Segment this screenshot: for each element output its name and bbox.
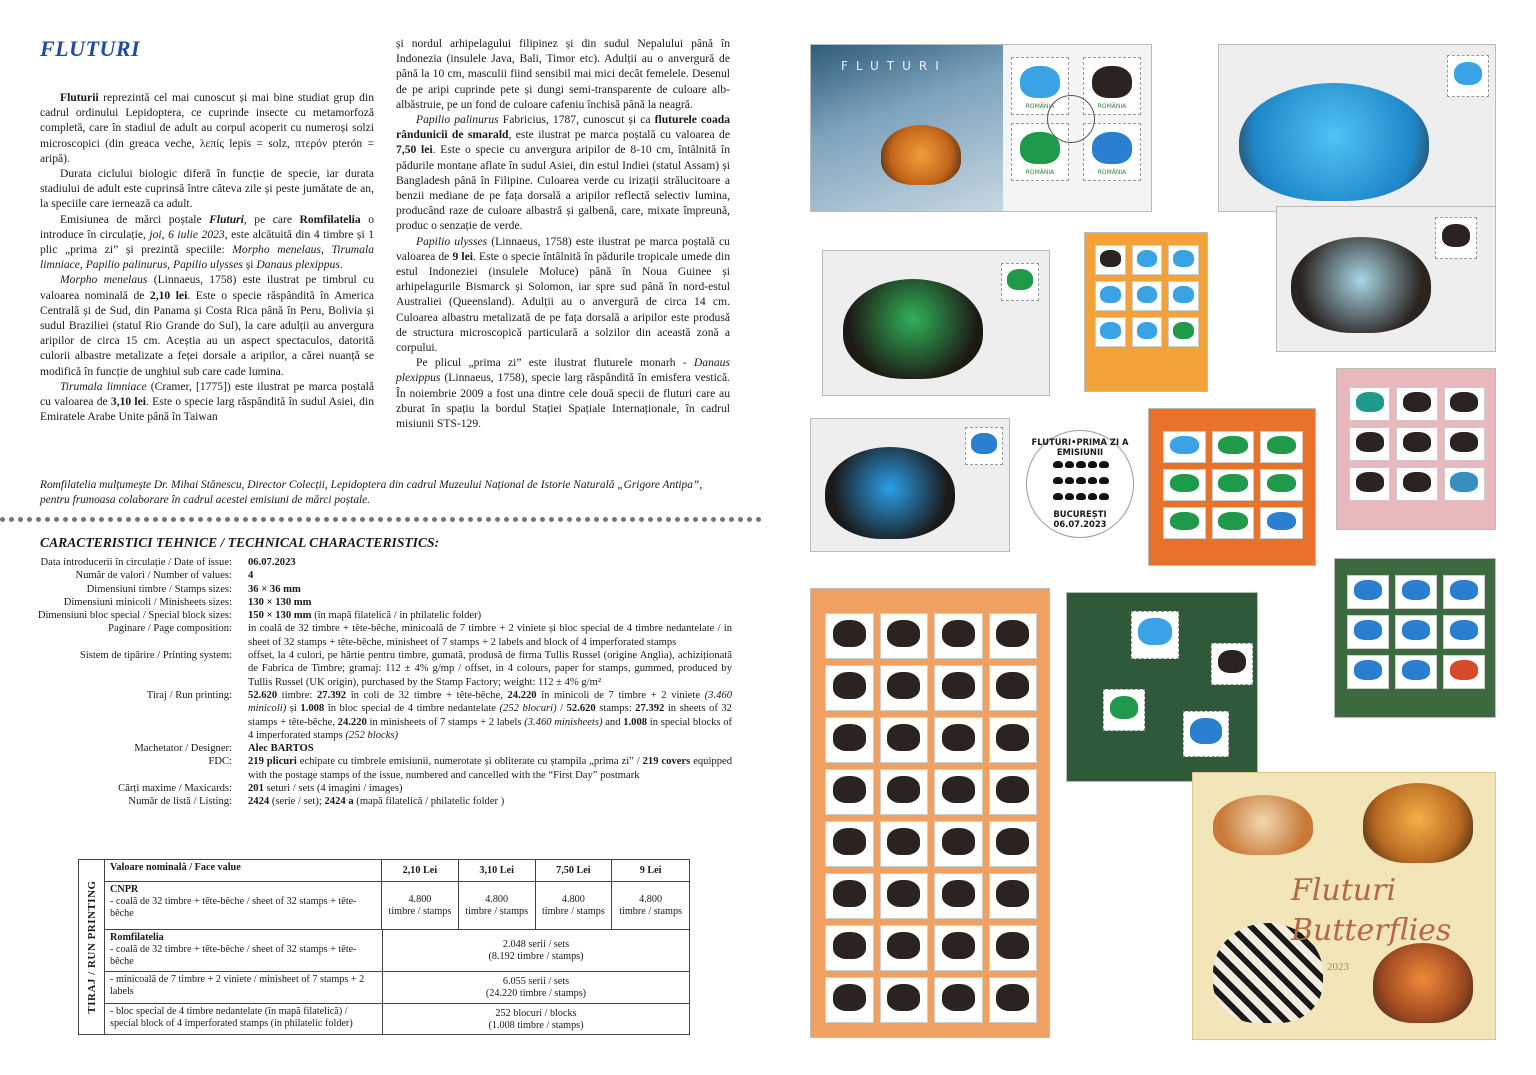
spec-row [20, 649, 732, 689]
sheet-stamp [825, 977, 874, 1023]
run-printing-table [78, 859, 690, 1035]
spec-row [20, 596, 732, 609]
special-block [1066, 592, 1258, 782]
fdc-title: FLUTURI [841, 59, 947, 73]
spec-label: Sistem de tipărire / Printing system: [79, 650, 232, 662]
maxicard-morpho [1218, 44, 1496, 212]
paragraph: Fluturii reprezintă cel mai cunoscut și mai bine studiat grup din cadrul ordinului Lepidoptera, ce cuprinde insecte cu metamorfoză completă, care în stadiul de adult au corpul acoperit cu numeroși solzi microscopici (din greaca veche, λεπίς lepis = solz, πτερόν pterón = aripă). [40, 91, 374, 165]
ulysses-butterfly-icon [825, 447, 955, 539]
tech-title: CARACTERISTICI TEHNICE / TECHNICAL CHARACTERISTICS: [40, 535, 440, 550]
spec-row [20, 689, 732, 742]
minisheet-palinurus [1148, 408, 1316, 566]
spec-label: Dimensiuni bloc special / Special block sizes: [37, 610, 232, 622]
minisheet-ulysses [1334, 558, 1496, 718]
paragraph: Emisiunea de mărci poștale Fluturi, pe care Romfilatelia o introduce în circulație, joi, 6 iulie 2023, este alcătuită din 4 timbre și 1 plic „prima zi” și prezintă speciile: Morpho menelaus, Tirumala limniace, Papilio palinurus, Papilio ulysses și Danaus plexippus. [40, 212, 374, 272]
spec-value: 06.07.2023 [248, 557, 296, 568]
spec-value: 201 seturi / sets (4 imagini / images) [248, 783, 403, 795]
spec-label: Tiraj / Run printing: [146, 689, 232, 701]
first-day-cover: FLUTURI ROMÂNIA ROMÂNIA ROMÂNIA ROMÂNIA [810, 44, 1152, 212]
spec-value: Alec BARTOS [248, 743, 314, 755]
sheet-stamp [934, 665, 983, 711]
spec-label: Număr de listă / Listing: [128, 796, 232, 808]
sheet-stamp [825, 769, 874, 815]
face-value-4: 9 Lei [639, 864, 662, 876]
paragraph: Durata ciclului biologic diferă în funcție de specie, iar durata stadiului de adult este cuprinsă între câteva zile și peste jumătate de an, la speciile care iernează ca adult. [40, 167, 374, 211]
sheet-stamp [934, 873, 983, 919]
sheet-stamp [880, 925, 929, 971]
table-row: - bloc special de 4 timbre nedantelate (în mapă filatelică) / special block of 4 imperforated stamps (in philatelic folder) 252 blocuri / blocks (1.008 timbre / stamps) [105, 1004, 689, 1035]
spec-value: 219 plicuri echipate cu timbrele emisiunii, numerotate și obliterate cu ștampila „prima zi” / 219 covers equipped with the postage stamps of the issue, numbered and cancelled with the “First Day” postmark [248, 756, 732, 781]
spec-value: 150 × 130 mm (în mapă filatelică / in philatelic folder) [248, 610, 482, 622]
sheet-stamp [989, 665, 1038, 711]
monarch-butterfly-icon [881, 125, 961, 185]
paragraph: Tirumala limniace (Cramer, [1775]) este ilustrat pe marca poștală cu valoarea de 3,10 lei. Este o specie larg răspândită în sudul Asiei, din Emiratele Arabe Unite până în Taiwan [40, 379, 374, 424]
table-row: - minicoală de 7 timbre + 2 viniete / minisheet of 7 stamps + 2 labels 6.055 serii / sets (24.220 timbre / stamps) [105, 972, 689, 1004]
spec-label: Dimensiuni minicoli / Minisheets sizes: [63, 596, 232, 608]
spec-label: Paginare / Page composition: [108, 623, 232, 635]
cnpr-desc: - coală de 32 timbre + tête-bêche / sheet of 32 stamps + tête-bêche [110, 896, 357, 919]
spec-value: 2424 (serie / set); 2424 a (mapă filatelică / philatelic folder ) [248, 796, 505, 808]
run-vertical-label: TIRAJ / RUN PRINTING [79, 860, 105, 1034]
tirumala-butterfly-icon [1291, 237, 1431, 333]
spec-row [20, 583, 732, 596]
spec-value: 4 [248, 570, 254, 582]
spec-value: 130 × 130 mm [248, 596, 312, 608]
header-cell: Valoare nominală / Face value [105, 860, 382, 881]
sheet-stamp [880, 977, 929, 1023]
spec-row [20, 556, 732, 569]
tech-specs [20, 556, 732, 809]
spec-label: Dimensiuni timbre / Stamps sizes: [86, 583, 232, 595]
philatelic-folder [1192, 772, 1496, 1040]
sheet-stamp [989, 717, 1038, 763]
sheet-stamp [989, 925, 1038, 971]
sheet-stamp [989, 769, 1038, 815]
face-value-1: 2,10 Lei [402, 864, 438, 876]
sheet-stamp [934, 925, 983, 971]
romf-title: Romfilatelia [110, 932, 164, 943]
table-row [105, 860, 689, 882]
sheet-stamp [880, 821, 929, 867]
sheet-stamp [989, 613, 1038, 659]
spec-label: Machetator / Designer: [134, 743, 232, 755]
paragraph: și nordul arhipelagului filipinez și din sudul Nepalului până în Indonezia (insulele Java, Bali, Timor etc). Adulții au o anvergură de până la 10 cm, masculii fiind sensibil mai mici decât femelele. Desenul de pe aripi cuprinde pete și dungi semi-transparente de culoare alb-albăstruie, pe un fond de culoare cafeniu închisă până la neagră. [396, 37, 730, 111]
folder-butterfly-icon [1373, 943, 1473, 1023]
sheet-stamp [880, 613, 929, 659]
morpho-butterfly-icon [1239, 83, 1429, 201]
sheet-stamp [989, 821, 1038, 867]
spec-row [20, 569, 732, 582]
article [40, 36, 730, 431]
folder-year: 2023 [1327, 961, 1349, 973]
spec-value: offset, la 4 culori, pe hârtie pentru timbre, gumată, produsă de firma Tullis Russel (origine Anglia), achiziționată de Fabrica de Timbre; gramaj: 112 ± 4% g/mp / offset, in 4 colours, paper for stamps, gummed, produced by Tullis Russel (UK origin), purchased by the Stamp Factory; weight: 112 ± 4% g/m² [248, 650, 732, 688]
sheet-stamp [989, 977, 1038, 1023]
sheet-stamp [880, 769, 929, 815]
text-column-1 [40, 66, 374, 431]
folder-title: Fluturi Butterflies [1291, 873, 1452, 948]
sheet-stamp [934, 769, 983, 815]
spec-label: Cărți maxime / Maxicards: [118, 783, 232, 795]
maxicard-tirumala [1276, 206, 1496, 352]
sheet-stamp [989, 873, 1038, 919]
sheet-stamp [934, 821, 983, 867]
palinurus-butterfly-icon [843, 279, 983, 379]
minisheet-morpho [1084, 232, 1208, 392]
spec-row [20, 755, 732, 782]
spec-value: 52.620 timbre: 27.392 în coli de 32 timbre + tête-bêche, 24.220 în minicoli de 7 timbre + 2 viniete (3.460 minicoli) și 1.008 în bloc special de 4 timbre nedantelate (252 blocuri) / 52.620 stamps: 27.392 in sheets of 32 stamps + tête-bêche, 24.220 in minisheets of 7 stamps + 2 labels (3.460 minisheets) and 1.008 in special blocks of 4 imperforated stamps (252 blocks) [248, 689, 733, 741]
face-value-3: 7,50 Lei [556, 864, 591, 876]
maxicard-ulysses [810, 418, 1010, 552]
paragraph: Pe plicul „prima zi” este ilustrat fluturele monarh - Danaus plexippus (Linnaeus, 1758), specie larg răspândită în emisfera vestică. În noiembrie 2009 a fost una dintre cele două specii de fluturi care au zburat în spațiu la bordul Stației Spațiale Internaționale, în cadrul misiunii STS-129. [396, 356, 730, 431]
sheet-stamp [825, 613, 874, 659]
sheet-stamp [825, 925, 874, 971]
sheet-stamp [880, 717, 929, 763]
paragraph: Papilio palinurus Fabricius, 1787, cunoscut și ca fluturele coada rândunicii de smarald, este ilustrat pe marca poștală cu valoarea de 7,50 lei. Este o specie cu anvergura aripilor de 8-10 cm, întâlnită în pădurile montane aflate în sudul Asiei, din estul Indiei (statul Assam) și Bangladesh până în Filipine. Culoarea verde cu irizații strălucitoare a benzii mediane de pe fața dorsală a aripilor reflectă selectiv lumina, producând raze de culoare albastră și galbenă, care, mixate împreună, produc o senzație de verde. [396, 113, 730, 233]
sheet-stamp [880, 873, 929, 919]
cnpr-title: CNPR [110, 884, 139, 895]
minisheet-tirumala [1336, 368, 1496, 530]
face-value-2: 3,10 Lei [479, 864, 514, 876]
spec-row [20, 742, 732, 755]
paragraph: Morpho menelaus (Linnaeus, 1758) este ilustrat pe timbrul cu valoarea nominală de 2,10 lei. Este o specie răspândită în America Centrală și de Sud, din Panama și Costa Rica până în Peru, Bolivia și sudul Braziliei (statul Rio Grande do Sul), la care adulții au anvergura aripilor de circa 15 cm. Aceștia au un aspect spectaculos, datorită culorii albastre metalizate a feței dorsale a aripilor, a cărei nuanță se modifică în funcție de unghiul sub care cade lumina. [40, 273, 374, 378]
sheet-stamp [825, 821, 874, 867]
page-title: FLUTURI [40, 36, 141, 61]
spec-row [20, 609, 732, 622]
sheet-stamp [825, 665, 874, 711]
sheet-stamp [934, 977, 983, 1023]
sheet-stamp [825, 717, 874, 763]
folder-butterfly-icon [1363, 783, 1473, 863]
text-column-2 [396, 36, 730, 431]
table-row: Romfilatelia - coală de 32 timbre + tête-bêche / sheet of 32 stamps + tête-bêche 2.048 serii / sets (8.192 timbre / stamps) [105, 930, 689, 972]
first-day-postmark: FLUTURI•PRIMA ZI A EMISIUNII BUCUREȘTI 06.07.2023 [1026, 430, 1134, 538]
dotted-divider [0, 516, 760, 524]
cancel-mark [1047, 95, 1095, 143]
spec-value: in coală de 32 timbre + tête-bêche, minicoală de 7 timbre + 2 viniete și bloc special de 4 timbre nedantelate / in sheet of 32 stamps + tête-bêche, minisheet of 7 stamps + 2 labels and block of 4 imperforated stamps [248, 623, 732, 648]
sheet-stamp [934, 613, 983, 659]
spec-label: FDC: [208, 756, 232, 768]
full-sheet-tirumala [810, 588, 1050, 1038]
spec-row [20, 795, 732, 808]
sheet-stamp [880, 665, 929, 711]
spec-row [20, 782, 732, 795]
spec-label: Data introducerii în circulație / Date of issue: [40, 557, 232, 568]
maxicard-palinurus [822, 250, 1050, 396]
acknowledgement: Romfilatelia mulțumește Dr. Mihai Stănescu, Director Colecții, Lepidoptera din cadrul Muzeului Național de Istorie Naturală „Grigore Antipa”, pentru frumoasa colaborare în cadrul acestei emisiuni de mărci poștale. [40, 479, 703, 506]
table-row: CNPR - coală de 32 timbre + tête-bêche / sheet of 32 stamps + tête-bêche 4.800 timbre / stamps 4.800 timbre / stamps 4.800 timbre / stamps 4.800 timbre / stamps [105, 882, 689, 930]
spec-value: 36 × 36 mm [248, 583, 301, 595]
spec-label: Număr de valori / Number of values: [75, 570, 232, 582]
spec-row [20, 622, 732, 649]
sheet-stamp [825, 873, 874, 919]
folder-butterfly-icon [1213, 795, 1313, 855]
sheet-stamp [934, 717, 983, 763]
paragraph: Papilio ulysses (Linnaeus, 1758) este ilustrat pe marca poștală cu valoarea de 9 lei. Este o specie întâlnită în pădurile tropicale umede din estul Indoneziei (insulele Moluce) până în Noua Guinee și arhipelagurile Bismarck și Solomon, iar spre sud până în nord-estul Australiei (Queensland). Adulții au o anvergură de circa 14 cm. Culoarea albastru metalizată de pe fața dorsală a aripilor este produsă de structura microscopică particulară a solzilor din această zonă a corpului. [396, 234, 730, 355]
butterfly-silhouettes [1053, 461, 1109, 507]
